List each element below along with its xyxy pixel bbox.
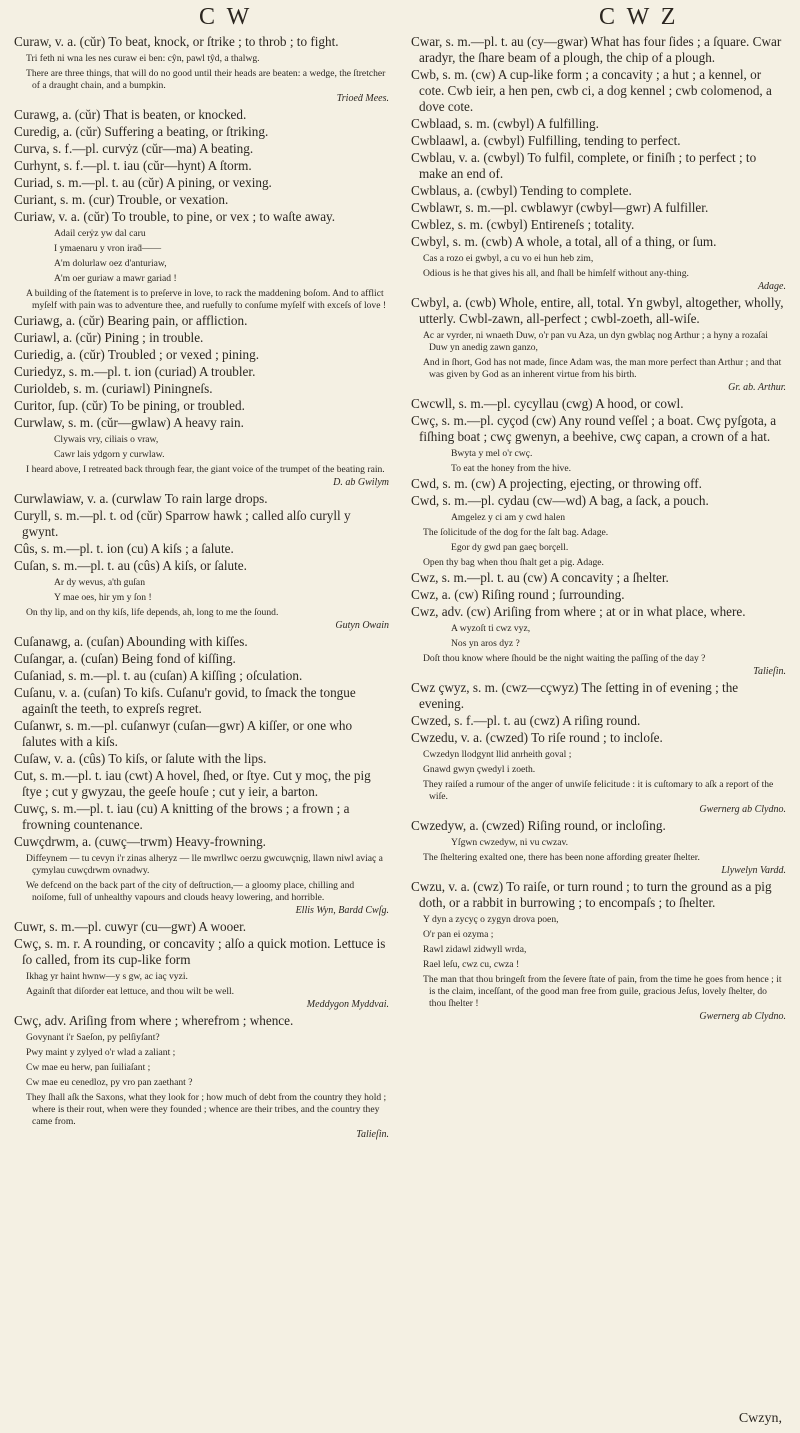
quotation-line: The man that thou bringeſt from the ſevere ſtate of pain, from the time he goes from hence ; it is the claim, inceſſant, of the good man free from guile, gracious Jeſus, lovely ſhelter, do thou ſhelter ! bbox=[423, 974, 782, 1009]
dictionary-entry: Cuſan, s. m.—pl. t. au (cûs) A kiſs, or ſalute. bbox=[14, 558, 247, 573]
quotation-line: Tri feth ni wna les nes curaw ei ben: cŷn, pawl tŷd, a thalwg. bbox=[26, 53, 260, 64]
dictionary-entry: Cwar, s. m.—pl. t. au (cy—gwar) What has four ſides ; a ſquare. Cwar aradyr, the ſhare beam of a plough, the chip of a plough. bbox=[411, 34, 782, 65]
quotation-line: O'r pan ei ozyma ; bbox=[423, 929, 494, 940]
dictionary-entry: Cuſaw, v. a. (cûs) To kiſs, or ſalute with the lips. bbox=[14, 751, 267, 766]
dictionary-entry: Cwz, a. (cw) Riſing round ; ſurrounding. bbox=[411, 587, 625, 602]
quotation-line: Rawl zidawl zidwyll wrda, bbox=[423, 944, 527, 955]
quotation-line: I heard above, I retreated back through fear, the giant voice of the trumpet of the beating rain. bbox=[26, 464, 385, 475]
dictionary-entry: Curedig, a. (cŭr) Suffering a beating, or ſtriking. bbox=[14, 124, 269, 139]
dictionary-entry: Curyll, s. m.—pl. t. od (cŭr) Sparrow hawk ; called alſo curyll y gwynt. bbox=[14, 508, 351, 539]
quotation-line: Ikhag yr haint hwnw—y s gw, ac iaç vyzi. bbox=[26, 971, 188, 982]
dictionary-entry: Curitor, ſup. (cŭr) To be pining, or troubled. bbox=[14, 398, 245, 413]
quotation-line: Govynant i'r Saeſon, py pelſiyſant? bbox=[26, 1032, 160, 1043]
dictionary-entry: Cwblez, s. m. (cwbyl) Entireneſs ; totality. bbox=[411, 217, 635, 232]
quotation-line: Cwzedyn llodgynt llid anrheith goval ; bbox=[423, 749, 572, 760]
verse-line: Yſgwn cwzedyw, ni vu cwzav. bbox=[451, 837, 569, 848]
citation: Llywelyn Vardd. bbox=[721, 865, 786, 876]
verse-line: I ymaenaru y vron iraḋ—— bbox=[54, 243, 162, 254]
dictionary-entry: Curiedig, a. (cŭr) Troubled ; or vexed ; pining. bbox=[14, 347, 260, 362]
verse-line: A'm oer guriaw a mawr gariad ! bbox=[54, 273, 177, 284]
dictionary-entry: Cwcwll, s. m.—pl. cycyllau (cwg) A hood, or cowl. bbox=[411, 396, 684, 411]
quotation-line: Againſt that diſorder eat lettuce, and thou wilt be well. bbox=[26, 986, 235, 997]
verse-line: Egor dy gwd pan gaeç borçell. bbox=[451, 542, 569, 553]
dictionary-entry: Cwç, s. m.—pl. cyçod (cw) Any round veſſel ; a boat. Cwç pyſgota, a fiſhing boat ; cwç gwenyn, a beehive, cwç capan, a crown of a hat. bbox=[411, 413, 777, 444]
verse-line: Adail cerẏz yw dal caru bbox=[54, 228, 146, 239]
left-column bbox=[14, 34, 389, 1143]
dictionary-entry: Cuſanu, v. a. (cuſan) To kiſs. Cuſanu'r govid, to ſmack the tongue againſt the teeth, to expreſs regret. bbox=[14, 685, 356, 716]
citation: D. ab Gwilym bbox=[333, 477, 389, 488]
dictionary-entry: Cwz çwyz, s. m. (cwz—cçwyz) The ſetting in of evening ; the evening. bbox=[411, 680, 739, 711]
dictionary-entry: Curawg, a. (cŭr) That is beaten, or knocked. bbox=[14, 107, 247, 122]
dictionary-entry: Cwbyl, s. m. (cwb) A whole, a total, all of a thing, or ſum. bbox=[411, 234, 717, 249]
running-headers bbox=[14, 4, 786, 34]
dictionary-entry: Curioldeb, s. m. (curiawl) Piningneſs. bbox=[14, 381, 213, 396]
quotation-line: They raiſed a rumour of the anger of unwiſe felicitude : it is cuſtomary to aſk a report of the wiſe. bbox=[423, 779, 774, 802]
quotation-line: We defcend on the back part of the city of deſtruction,— a gloomy place, chilling and noiſome, full of unhealthy vapours and clouds heavy lowering, and horrible. bbox=[26, 880, 355, 903]
quotation-line: Rael leſu, cwz cu, cwza ! bbox=[423, 959, 520, 970]
dictionary-entry: Cwb, s. m. (cw) A cup-like form ; a concavity ; a hut ; a kennel, or cote. Cwb ieir, a hen pen, cwb ci, a dog kennel ; cwb colomenod, a dove cote. bbox=[411, 67, 772, 114]
verse-line: Nos yn aros dyz ? bbox=[451, 638, 520, 649]
dictionary-entry: Cuwç, s. m.—pl. t. iau (cu) A knitting of the brows ; a frown ; a frowning countenance. bbox=[14, 801, 350, 832]
dictionary-entry: Cwzed, s. f.—pl. t. au (cwz) A riſing round. bbox=[411, 713, 641, 728]
citation: Adage. bbox=[757, 281, 786, 292]
quotation-line: Cas a rozo ei gwbyl, a cu vo ei hun heb zim, bbox=[423, 253, 594, 264]
dictionary-entry: Cwç, s. m. r. A rounding, or concavity ; alſo a quick motion. Lettuce is ſo called, from its cup-like form bbox=[14, 936, 386, 967]
verse-line: Ar dy wevus, a'th guſan bbox=[54, 577, 145, 588]
catchword: Cwzyn, bbox=[738, 1411, 782, 1426]
citation: Gutyn Owain bbox=[335, 620, 389, 631]
dictionary-entry: Curaw, v. a. (cŭr) To beat, knock, or ſtrike ; to throb ; to fight. bbox=[14, 34, 339, 49]
citation: Ellis Wyn, Bardd Cwſg. bbox=[295, 905, 389, 916]
citation: Talieſin. bbox=[753, 666, 786, 677]
verse-line: Amgelez y ci am y cwd halen bbox=[451, 512, 566, 523]
citation: Gwernerg ab Clydno. bbox=[699, 1011, 786, 1022]
dictionary-entry: Curva, s. f.—pl. curvẏz (cŭr—ma) A beating. bbox=[14, 141, 254, 156]
quotation-line: Gnawd gwyn çwedyl i zoeth. bbox=[423, 764, 536, 775]
dictionary-entry: Cûs, s. m.—pl. t. ion (cu) A kiſs ; a ſalute. bbox=[14, 541, 234, 556]
quotation-line: Cw mae eu cenedloz, py vro pan zaethant ? bbox=[26, 1077, 193, 1088]
quotation-line: Doſt thou know where ſhould be the night waiting the paſſing of the day ? bbox=[423, 653, 706, 664]
verse-line: Clywais vry, ciliais o vraw, bbox=[54, 434, 159, 445]
dictionary-entry: Cwz, adv. (cw) Ariſing from where ; at or in what place, where. bbox=[411, 604, 746, 619]
quotation-line: Y dyn a zycyç o zygyn drova poen, bbox=[423, 914, 559, 925]
quotation-line: On thy lip, and on thy kiſs, life depends, ah, long to me the ſound. bbox=[26, 607, 279, 618]
dictionary-entry: Cwblaus, a. (cwbyl) Tending to complete. bbox=[411, 183, 632, 198]
dictionary-entry: Curiant, s. m. (cur) Trouble, or vexation. bbox=[14, 192, 229, 207]
dictionary-entry: Cwblawr, s. m.—pl. cwblawyr (cwbyl—gwr) A fulfiller. bbox=[411, 200, 709, 215]
dictionary-entry: Cuſanwr, s. m.—pl. cuſanwyr (cuſan—gwr) A kiſſer, or one who ſalutes with a kiſs. bbox=[14, 718, 353, 749]
dictionary-entry: Cut, s. m.—pl. t. iau (cwt) A hovel, ſhed, or ſtye. Cut y moç, the pig ſtye ; cut y gwyzau, the geeſe houſe ; cut y ieir, a barton. bbox=[14, 768, 371, 799]
dictionary-entry: Curiedyz, s. m.—pl. t. ion (curiad) A troubler. bbox=[14, 364, 256, 379]
verse-line: A'm dolurlaw oez d'anturiaw, bbox=[54, 258, 167, 269]
dictionary-entry: Cwzu, v. a. (cwz) To raiſe, or turn round ; to turn the ground as a pig doth, or a rabbit in burrowing ; to encompaſs ; to ſhelter. bbox=[411, 879, 772, 910]
citation: Meddygon Myddvai. bbox=[306, 999, 389, 1010]
right-column bbox=[411, 34, 786, 1143]
quotation-line: Ac ar vyrder, ni wnaeth Duw, o'r pan vu Aza, un dyn gwblaç nog Arthur ; a hyny a rozaſai Duw yn anedig zawn ganzo, bbox=[423, 330, 768, 353]
dictionary-entry: Curiawg, a. (cŭr) Bearing pain, or affliction. bbox=[14, 313, 248, 328]
right-running-header: C W Z bbox=[599, 4, 679, 30]
verse-line: To eat the honey from the hive. bbox=[451, 463, 572, 474]
quotation-line: The ſolicitude of the dog for the ſalt bag. Adage. bbox=[423, 527, 609, 538]
verse-line: A wyzoſt ti cwz vyz, bbox=[451, 623, 531, 634]
quotation-line: Diffeynem — tu cevyn i'r zinas alheryz — lle mwrllwc oerzu gwcuwçnig, llawn niwl aviaç a çymylau cuwçdrwm ovnadwy. bbox=[26, 853, 383, 876]
dictionary-entry: Cwzedyw, a. (cwzed) Riſing round, or incloſing. bbox=[411, 818, 666, 833]
dictionary-entry: Cuſanawg, a. (cuſan) Abounding with kiſſes. bbox=[14, 634, 248, 649]
dictionary-entry: Curwlawiaw, v. a. (curwlaw To rain large drops. bbox=[14, 491, 268, 506]
dictionary-entry: Curwlaw, s. m. (cŭr—gwlaw) A heavy rain. bbox=[14, 415, 244, 430]
dictionary-entry: Curiad, s. m.—pl. t. au (cŭr) A pining, or vexing. bbox=[14, 175, 272, 190]
dictionary-entry: Curiawl, a. (cŭr) Pining ; in trouble. bbox=[14, 330, 204, 345]
quotation-line: There are three things, that will do no good until their heads are beaten: a wedge, the ſtretcher of a draught chain, and a bumpkin. bbox=[26, 68, 386, 91]
citation: Gwernerg ab Clydno. bbox=[699, 804, 786, 815]
dictionary-entry: Cwblaawl, a. (cwbyl) Fulfilling, tending to perfect. bbox=[411, 133, 681, 148]
citation: Gr. ab. Arthur. bbox=[728, 382, 786, 393]
dictionary-entry: Curhynt, s. f.—pl. t. iau (cŭr—hynt) A ſtorm. bbox=[14, 158, 252, 173]
verse-line: Y mae oes, hir ym y ſon ! bbox=[54, 592, 152, 603]
quotation-line: Cw mae eu herw, pan ſuiliaſant ; bbox=[26, 1062, 151, 1073]
dictionary-entry: Cwd, s. m. (cw) A projecting, ejecting, or throwing off. bbox=[411, 476, 702, 491]
left-running-header: C W bbox=[199, 4, 253, 30]
dictionary-entry: Cuwr, s. m.—pl. cuwyr (cu—gwr) A wooer. bbox=[14, 919, 247, 934]
dictionary-entry: Cwç, adv. Ariſing from where ; wherefrom ; whence. bbox=[14, 1013, 294, 1028]
verse-line: Bwyta y mel o'r cwç. bbox=[451, 448, 533, 459]
dictionary-entry: Cwblau, v. a. (cwbyl) To fulfil, complete, or finiſh ; to perfect ; to make an end of. bbox=[411, 150, 757, 181]
quotation-line: A building of the ſtatement is to preſerve in love, to rack the maddening boſom. And to afflict myſelf with pain was to adventure thee, and ruefully to conſume myſelf with exceſs of love ! bbox=[26, 288, 387, 311]
dictionary-entry: Cwblaad, s. m. (cwbyl) A fulfilling. bbox=[411, 116, 599, 131]
verse-line: Cawr lais ydgorn y curwlaw. bbox=[54, 449, 165, 460]
dictionary-entry: Cuſangar, a. (cuſan) Being fond of kiſſing. bbox=[14, 651, 236, 666]
dictionary-entry: Cwz, s. m.—pl. t. au (cw) A concavity ; a ſhelter. bbox=[411, 570, 669, 585]
quotation-line: Open thy bag when thou ſhalt get a pig. Adage. bbox=[423, 557, 604, 568]
quotation-line: Odious is he that gives his all, and ſhall be himſelf without any-thing. bbox=[423, 268, 689, 279]
quotation-line: And in ſhort, God has not made, ſince Adam was, the man more perfect than Arthur ; and that was given by God as an inherent virtue from his birth. bbox=[423, 357, 782, 380]
quotation-line: They ſhall aſk the Saxons, what they look for ; how much of debt from the country they hold ; where is their rout, when were they founded ; whence are their tribes, and the country they came from. bbox=[26, 1092, 387, 1127]
dictionary-entry: Cwzedu, v. a. (cwzed) To riſe round ; to incloſe. bbox=[411, 730, 663, 745]
dictionary-entry: Cwbyl, a. (cwb) Whole, entire, all, total. Yn gwbyl, altogether, wholly, utterly. Cwbl-zawn, all-perfect ; cwbl-zoeth, all-wiſe. bbox=[411, 295, 784, 326]
dictionary-entry: Curiaw, v. a. (cŭr) To trouble, to pine, or vex ; to waſte away. bbox=[14, 209, 336, 224]
dictionary-entry: Cuwçdrwm, a. (cuwç—trwm) Heavy-frowning. bbox=[14, 834, 266, 849]
quotation-line: Pwy maint y zylyed o'r wlad a zaliant ; bbox=[26, 1047, 176, 1058]
citation: Trioeḋ Mees. bbox=[336, 93, 389, 104]
quotation-line: The ſheltering exalted one, there has been none affording greater ſhelter. bbox=[423, 852, 700, 863]
citation: Talieſin. bbox=[356, 1129, 389, 1140]
dictionary-entry: Cuſaniad, s. m.—pl. t. au (cuſan) A kiſſing ; oſculation. bbox=[14, 668, 303, 683]
dictionary-entry: Cwd, s. m.—pl. cydau (cw—wd) A bag, a ſack, a pouch. bbox=[411, 493, 709, 508]
